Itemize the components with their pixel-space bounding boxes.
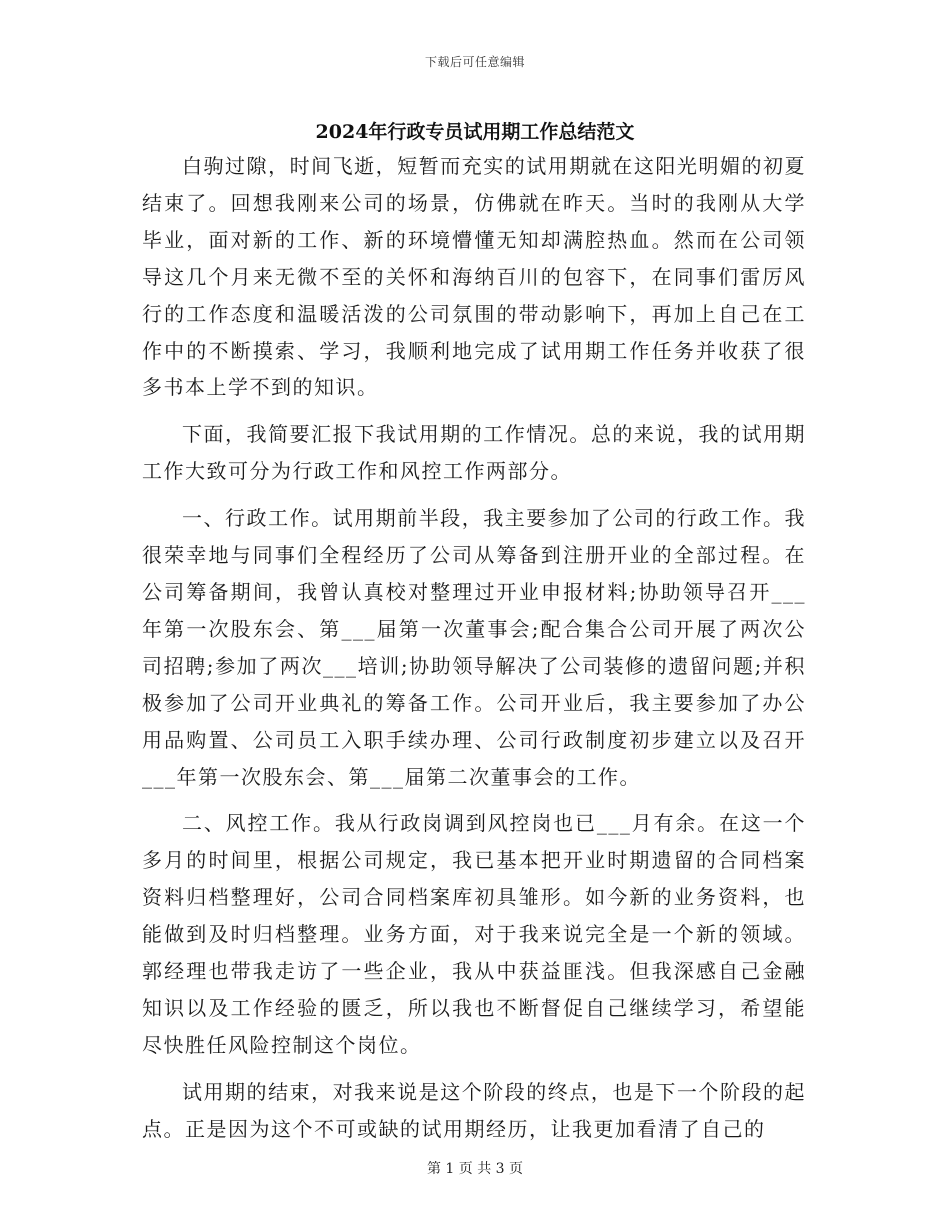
header-note: 下载后可任意编辑 [424, 55, 525, 69]
paragraph-1: 白驹过隙，时间飞逝，短暂而充实的试用期就在这阳光明媚的初夏结束了。回想我刚来公司的场景，仿佛就在昨天。当时的我刚从大学毕业，面对新的工作、新的环境懵懂无知却满腔热血。然而在公司领导这几个月来无微不至的关怀和海纳百川的包容下，在同事们雷厉风行的工作态度和温暖活泼的公司氛围的带动影响下，再加上自己在工作中的不断摸索、学习，我顺利地完成了试用期工作任务并收获了很多书本上学不到的知识。 [142, 154, 806, 400]
document-title: 2024年行政专员试用期工作总结范文 [315, 121, 635, 143]
paragraph-3: 一、行政工作。试用期前半段，我主要参加了公司的行政工作。我很荣幸地与同事们全程经历了公司从筹备到注册开业的全部过程。在公司筹备期间，我曾认真校对整理过开业申报材料;协助领导召开___年第一次股东会、第___届第一次董事会;配合集合公司开展了两次公司招聘;参加了两次___培训;协助领导解决了公司装修的遗留问题;并积极参加了公司开业典礼的筹备工作。公司开业后，我主要参加了办公用品购置、公司员工入职手续办理、公司行政制度初步建立以及召开___年第一次股东会、第___届第二次董事会的工作。 [142, 506, 806, 789]
page-number: 第 1 页 共 3 页 [426, 1161, 524, 1177]
paragraph-5: 试用期的结束，对我来说是这个阶段的终点，也是下一个阶段的起点。正是因为这个不可或缺的试用期经历，让我更加看清了自己的 [142, 1079, 806, 1141]
paragraph-2: 下面，我简要汇报下我试用期的工作情况。总的来说，我的试用期工作大致可分为行政工作和风控工作两部分。 [142, 422, 806, 484]
document-body [142, 148, 806, 1158]
paragraph-4: 二、风控工作。我从行政岗调到风控岗也已___月有余。在这一个多月的时间里，根据公司规定，我已基本把开业时期遗留的合同档案资料归档整理好，公司合同档案库初具雏形。如今新的业务资料，也能做到及时归档整理。业务方面，对于我来说完全是一个新的领域。郭经理也带我走访了一些企业，我从中获益匪浅。但我深感自己金融知识以及工作经验的匮乏，所以我也不断督促自己继续学习，希望能尽快胜任风险控制这个岗位。 [142, 811, 806, 1057]
